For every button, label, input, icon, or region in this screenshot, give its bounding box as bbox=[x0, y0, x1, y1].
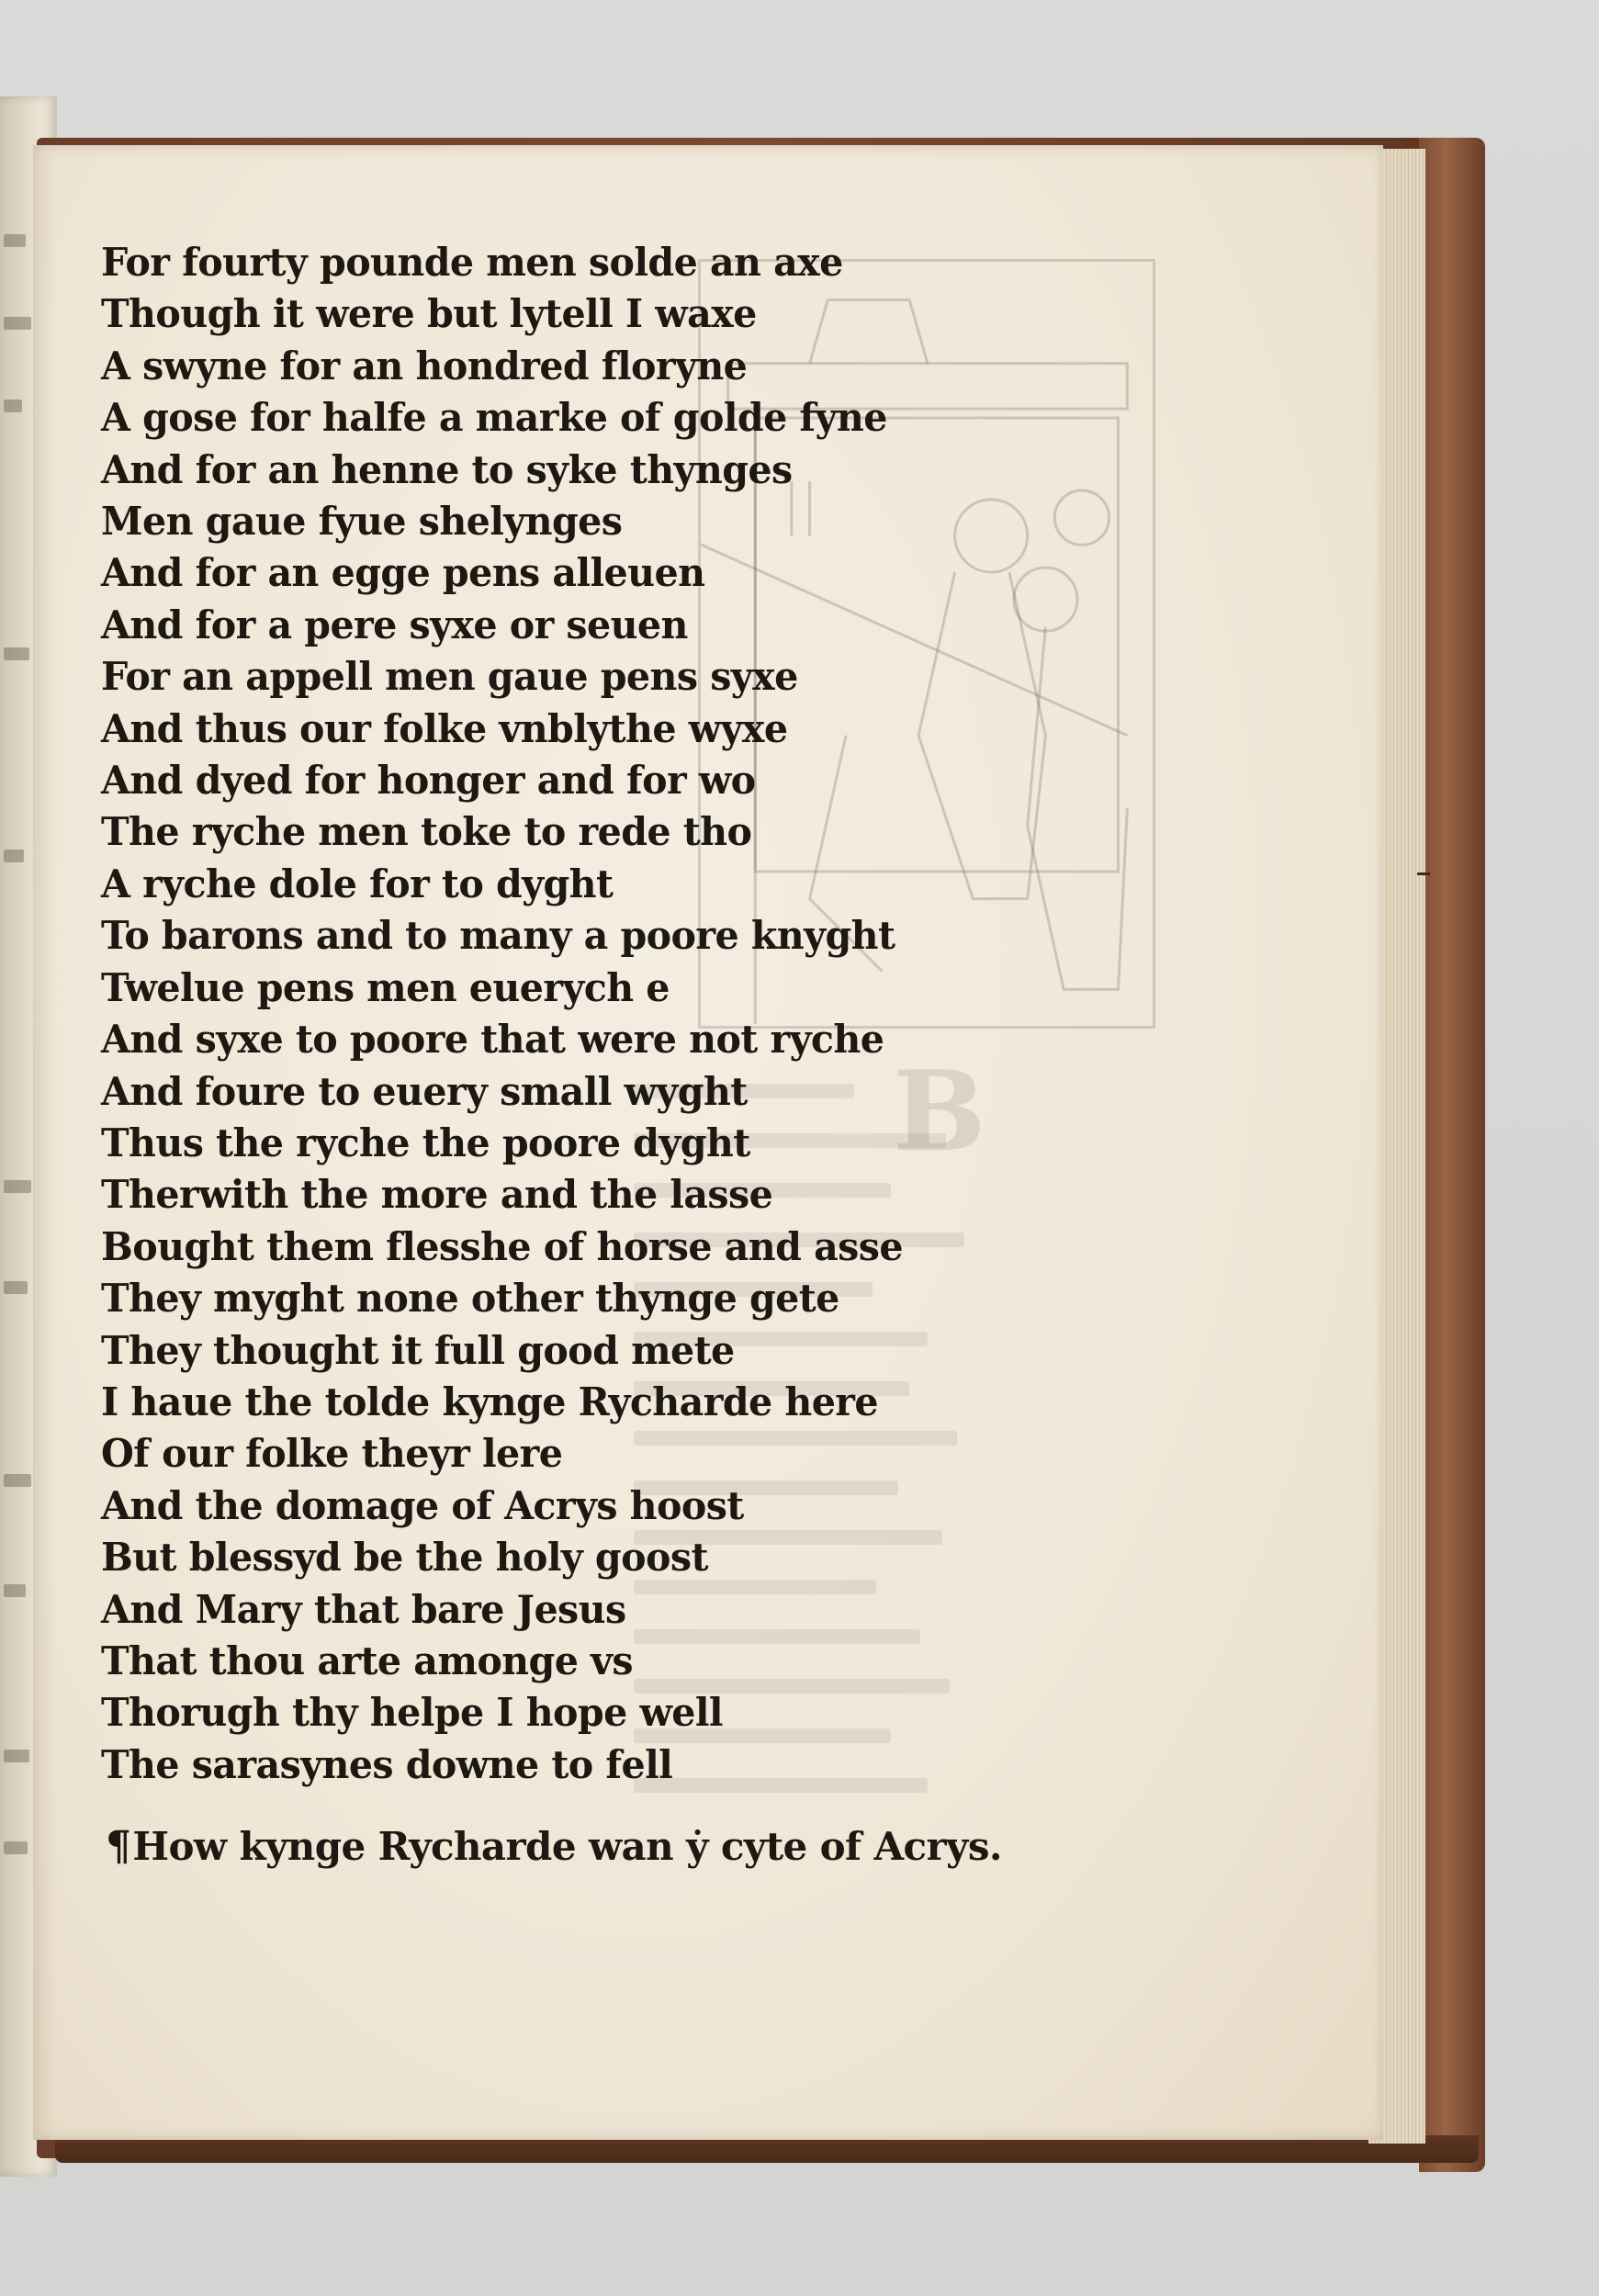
verse-line: But blessyd be the holy goost bbox=[101, 1535, 708, 1581]
verse-line: Thorugh thy helpe I hope well bbox=[101, 1690, 723, 1736]
verse-line: Bought them flesshe of horse and asse bbox=[101, 1223, 903, 1269]
verse-line: I haue the tolde kynge Rycharde here bbox=[101, 1379, 879, 1424]
verse-line: And for an henne to syke thynges bbox=[101, 446, 793, 492]
verse-line: Twelue pens men euerych e bbox=[101, 964, 670, 1010]
verse-line: The ryche men toke to rede tho bbox=[101, 809, 752, 855]
verse-line: Of our folke theyr lere bbox=[101, 1431, 563, 1477]
verse-line: And the domage of Acrys hoost bbox=[101, 1482, 744, 1528]
book-spine-edge bbox=[1419, 138, 1485, 2172]
verse-line: That thou arte amonge vs bbox=[101, 1638, 633, 1683]
verse-line: They myght none other thynge gete bbox=[101, 1276, 839, 1322]
verse-line: A ryche dole for to dyght bbox=[101, 861, 614, 906]
section-heading-text: How kynge Rycharde wan ẏ cyte of Acrys. bbox=[132, 1824, 1002, 1869]
verse-line: And dyed for honger and for wo bbox=[101, 758, 756, 804]
verse-line: For fourty pounde men solde an axe bbox=[101, 240, 843, 285]
verse-line: A gose for halfe a marke of golde fyne bbox=[101, 395, 887, 441]
verse-line: Though it were but lytell I waxe bbox=[101, 291, 757, 337]
verse-line: They thought it full good mete bbox=[101, 1327, 735, 1373]
verse-line: And Mary that bare Jesus bbox=[101, 1586, 626, 1632]
verse-line: A swyne for an hondred floryne bbox=[101, 343, 748, 388]
section-heading bbox=[106, 1823, 1002, 1870]
verse-line: And for an egge pens alleuen bbox=[101, 550, 705, 596]
verse-line: The sarasynes downe to fell bbox=[101, 1741, 673, 1787]
verse-line: And foure to euery small wyght bbox=[101, 1068, 748, 1114]
verse-line: To barons and to many a poore knyght bbox=[101, 913, 895, 959]
verse-line: And syxe to poore that were not ryche bbox=[101, 1017, 884, 1063]
verse-line: Thus the ryche the poore dyght bbox=[101, 1120, 750, 1165]
verse-line: And thus our folke vnblythe wyxe bbox=[101, 705, 788, 751]
verse-line: Therwith the more and the lasse bbox=[101, 1172, 773, 1218]
pilcrow-mark: ¶ bbox=[106, 1823, 131, 1870]
show-through-initial: B bbox=[893, 1047, 986, 1176]
page-edge-mark bbox=[1417, 872, 1430, 875]
verse-line: And for a pere syxe or seuen bbox=[101, 602, 688, 647]
verse-block bbox=[101, 237, 1019, 1791]
verse-line: For an appell men gaue pens syxe bbox=[101, 654, 798, 700]
verse-line: Men gaue fyue shelynges bbox=[101, 499, 623, 545]
